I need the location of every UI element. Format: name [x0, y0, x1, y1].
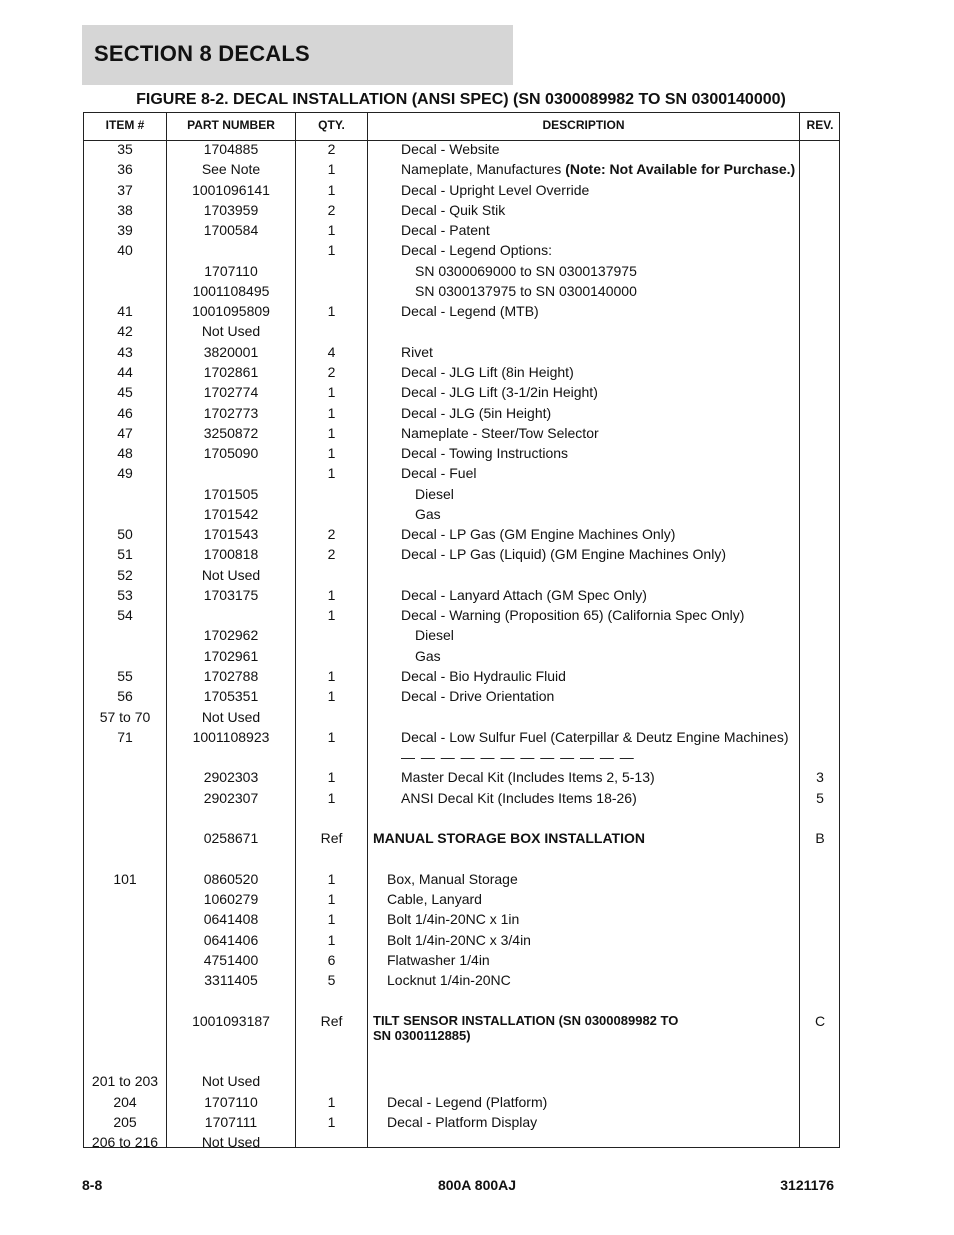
qty-cell: 1 [327, 931, 336, 948]
item-number-cell: 50 [117, 526, 133, 543]
qty-cell: 1 [327, 222, 336, 239]
header-item: ITEM # [105, 118, 145, 132]
description-cell [387, 891, 482, 907]
description-cell [401, 445, 568, 461]
qty-cell: 1 [327, 404, 336, 421]
table-row [84, 972, 839, 992]
description-text: Decal - Legend (MTB) [401, 303, 539, 320]
description-text: Master Decal Kit (Includes Items 2, 5-13) [401, 769, 655, 786]
description-text: ANSI Decal Kit (Includes Items 18-26) [401, 789, 637, 806]
table-row [84, 749, 839, 769]
table-row [84, 242, 839, 262]
header-part-number: PART NUMBER [187, 118, 275, 132]
item-number-cell: 47 [117, 424, 133, 441]
description-text: Decal - JLG Lift (3-1/2in Height) [401, 384, 598, 401]
description-text: Box, Manual Storage [387, 870, 518, 887]
item-number-cell: 36 [117, 161, 133, 178]
table-row [84, 709, 839, 729]
description-text: Decal - Upright Level Override [401, 181, 590, 198]
qty-cell: 1 [327, 728, 336, 745]
part-number-cell: 0258671 [203, 830, 259, 847]
description-text: MANUAL STORAGE BOX INSTALLATION [373, 830, 645, 847]
description-cell [401, 425, 599, 441]
description-text: Decal - Legend Options: [401, 242, 552, 259]
description-cell [415, 627, 454, 643]
table-row [84, 1094, 839, 1114]
description-cell [401, 222, 490, 238]
part-number-cell: 1001108923 [192, 728, 270, 745]
qty-cell: 4 [327, 343, 336, 360]
qty-cell: 1 [327, 789, 336, 806]
qty-cell: 1 [327, 607, 336, 624]
qty-cell: Ref [320, 1012, 343, 1029]
part-number-cell: Not Used [201, 1134, 261, 1151]
part-number-cell: 1001108495 [192, 282, 270, 299]
qty-cell: Ref [320, 830, 343, 847]
item-number-cell: 38 [117, 201, 133, 218]
item-number-cell: 48 [117, 445, 133, 462]
description-text: Decal - Bio Hydraulic Fluid [401, 668, 566, 685]
qty-cell: 1 [327, 586, 336, 603]
table-row [84, 141, 839, 161]
table-row [84, 932, 839, 952]
description-cell [373, 1013, 678, 1043]
item-number-cell: 49 [117, 465, 133, 482]
footer-doc-number: 3121176 [780, 1177, 834, 1193]
part-number-cell: 1701542 [203, 505, 259, 522]
part-number-cell: 1701543 [203, 526, 259, 543]
description-cell [387, 952, 490, 968]
description-cell [415, 263, 637, 279]
table-row [84, 587, 839, 607]
table-header [84, 113, 839, 141]
part-number-cell: 0641408 [203, 911, 259, 928]
part-number-cell: 1703959 [203, 201, 259, 218]
qty-cell: 2 [327, 201, 336, 218]
description-cell [415, 486, 454, 502]
table-row [84, 871, 839, 891]
table-row [84, 1012, 839, 1043]
description-cell [401, 607, 744, 623]
table-row [84, 952, 839, 972]
description-cell [387, 932, 531, 948]
description-text: SN 0300137975 to SN 0300140000 [415, 282, 637, 299]
item-number-cell: 42 [117, 323, 133, 340]
part-number-cell: 3250872 [203, 424, 259, 441]
item-number-cell: 43 [117, 343, 133, 360]
qty-cell: 1 [327, 242, 336, 259]
footer-model: 800A 800AJ [437, 1177, 517, 1193]
table-row [84, 1134, 839, 1154]
item-number-cell: 46 [117, 404, 133, 421]
qty-cell: 1 [327, 181, 336, 198]
part-number-cell: 1700818 [203, 546, 259, 563]
parts-table [83, 112, 840, 1151]
item-number-cell: 39 [117, 222, 133, 239]
description-text: Rivet [401, 343, 433, 360]
part-number-cell: See Note [201, 161, 261, 178]
description-cell [401, 729, 789, 745]
item-number-cell: 205 [113, 1113, 137, 1130]
header-description: DESCRIPTION [542, 118, 625, 132]
table-row [84, 648, 839, 668]
part-number-cell: 0860520 [203, 870, 259, 887]
description-cell [387, 972, 511, 988]
section-title: SECTION 8 DECALS [94, 41, 310, 66]
description-text: Decal - Warning (Proposition 65) (California Spec Only) [401, 607, 745, 624]
description-cell [401, 587, 647, 603]
item-number-cell: 101 [113, 870, 137, 887]
item-number-cell: 51 [117, 546, 133, 563]
rev-cell: 3 [816, 769, 824, 786]
table-row [84, 405, 839, 425]
item-number-cell: 45 [117, 384, 133, 401]
description-line-2: SN 0300112885) [373, 1027, 471, 1043]
table-row [84, 1073, 839, 1093]
table-row [84, 1114, 839, 1134]
description-text: Decal - JLG Lift (8in Height) [401, 363, 574, 380]
qty-cell: 1 [327, 161, 336, 178]
description-text: Locknut 1/4in-20NC [387, 972, 511, 989]
qty-cell: 1 [327, 911, 336, 928]
table-row [84, 323, 839, 343]
qty-cell: 1 [327, 1093, 336, 1110]
description-text: Gas [415, 505, 441, 522]
table-row [84, 182, 839, 202]
table-row [84, 567, 839, 587]
item-number-cell: 57 to 70 [99, 708, 151, 725]
description-text: Decal - Platform Display [387, 1113, 538, 1130]
table-row [84, 425, 839, 445]
description-text: Decal - Patent [401, 222, 490, 239]
table-row [84, 263, 839, 283]
item-number-cell: 55 [117, 668, 133, 685]
description-text: Decal - JLG (5in Height) [401, 404, 552, 421]
part-number-cell: 2902303 [203, 769, 259, 786]
table-row [84, 790, 839, 810]
part-number-cell: 1001096141 [192, 181, 270, 198]
part-number-cell: 3820001 [203, 343, 259, 360]
part-number-cell: Not Used [201, 566, 261, 583]
description-text: Decal - Fuel [401, 465, 477, 482]
description-text: Decal - Drive Orientation [401, 688, 555, 705]
header-qty: QTY. [318, 118, 345, 132]
part-number-cell: 1707110 [204, 262, 258, 279]
description-text: Decal - Quik Stik [401, 201, 506, 218]
description-text: Nameplate - Steer/Tow Selector [401, 424, 599, 441]
table-row [84, 607, 839, 627]
description-text: Decal - Lanyard Attach (GM Spec Only) [401, 586, 647, 603]
part-number-cell: 1703175 [203, 586, 259, 603]
description-text: Nameplate, Manufactures [401, 161, 566, 178]
table-row [84, 364, 839, 384]
table-row [84, 486, 839, 506]
qty-cell: 1 [327, 688, 336, 705]
description-cell [415, 648, 441, 664]
table-row [84, 465, 839, 485]
description-cell [401, 364, 574, 380]
table-row [84, 546, 839, 566]
part-number-cell: 1702774 [203, 384, 259, 401]
figure-title: FIGURE 8-2. DECAL INSTALLATION (ANSI SPEC) (SN 0300089982 TO SN 0300140000) [136, 91, 786, 108]
table-row [84, 830, 839, 850]
part-number-cell: 1707111 [204, 1113, 258, 1130]
item-number-cell: 71 [117, 728, 133, 745]
part-number-cell: 1001093187 [192, 1012, 270, 1029]
qty-cell: 1 [327, 890, 336, 907]
description-cell [415, 506, 441, 522]
item-number-cell: 40 [117, 242, 133, 259]
part-number-cell: 1705090 [203, 445, 259, 462]
part-number-cell: 1700584 [203, 222, 259, 239]
part-number-cell: 1707110 [204, 1093, 258, 1110]
description-cell [401, 668, 566, 684]
description-text: Diesel [415, 627, 454, 644]
qty-cell: 2 [327, 363, 336, 380]
description-cell [415, 283, 637, 299]
table-row [84, 769, 839, 789]
description-text: Bolt 1/4in-20NC x 1in [387, 911, 520, 928]
part-number-cell: 4751400 [203, 951, 259, 968]
description-cell [401, 303, 539, 319]
part-number-cell: 1702962 [203, 627, 259, 644]
table-row [84, 344, 839, 364]
qty-cell: 1 [327, 465, 336, 482]
qty-cell: 2 [327, 546, 336, 563]
rev-cell: 5 [816, 789, 824, 806]
qty-cell: 1 [327, 668, 336, 685]
table-row [84, 729, 839, 749]
part-number-cell: Not Used [201, 1073, 261, 1090]
part-number-cell: 0641406 [203, 931, 259, 948]
description-cell [401, 405, 551, 421]
part-number-cell: 1060279 [203, 890, 259, 907]
qty-cell: 1 [327, 1113, 336, 1130]
part-number-cell: Not Used [201, 323, 261, 340]
part-number-cell: 1701505 [203, 485, 259, 502]
description-cell [401, 344, 433, 360]
description-text: TILT SENSOR INSTALLATION (SN 0300089982 TO [373, 1012, 679, 1028]
table-row [84, 627, 839, 647]
description-cell [387, 1114, 537, 1130]
description-cell [401, 769, 655, 785]
description-cell [401, 141, 500, 157]
description-text: Cable, Lanyard [387, 890, 482, 907]
table-row [84, 668, 839, 688]
qty-cell: 2 [327, 526, 336, 543]
description-text: Decal - Website [401, 141, 500, 157]
description-cell [401, 749, 635, 765]
item-number-cell: 44 [117, 363, 133, 380]
table-row [84, 688, 839, 708]
qty-cell: 1 [327, 303, 336, 320]
table-row [84, 161, 839, 181]
description-text: Decal - Legend (Platform) [387, 1093, 548, 1110]
description-cell [401, 202, 505, 218]
qty-cell: 2 [327, 141, 336, 157]
rev-cell: B [815, 830, 825, 847]
table-row [84, 202, 839, 222]
table-row [84, 283, 839, 303]
description-text: — — — — — — — — — — — — [401, 749, 635, 766]
part-number-cell: 2902307 [203, 789, 259, 806]
part-number-cell: 1704885 [203, 141, 259, 157]
item-number-cell: 53 [117, 586, 133, 603]
header-rev: REV. [806, 118, 834, 132]
table-row [84, 506, 839, 526]
qty-cell: 1 [327, 870, 336, 887]
qty-cell: 1 [327, 445, 336, 462]
rev-cell: C [814, 1012, 826, 1029]
item-number-cell: 52 [117, 566, 133, 583]
description-cell [401, 526, 675, 542]
qty-cell: 1 [327, 424, 336, 441]
description-cell [401, 790, 637, 806]
part-number-cell: Not Used [201, 708, 261, 725]
qty-cell: 5 [327, 972, 336, 989]
item-number-cell: 37 [117, 181, 133, 198]
description-cell [401, 465, 476, 481]
item-number-cell: 41 [117, 303, 133, 320]
qty-cell: 1 [327, 384, 336, 401]
section-banner [82, 25, 513, 85]
description-text: Decal - LP Gas (GM Engine Machines Only) [401, 526, 676, 543]
description-text: Diesel [415, 485, 454, 502]
table-row [84, 891, 839, 911]
description-cell [401, 688, 554, 704]
qty-cell: 6 [327, 951, 336, 968]
description-cell [401, 182, 589, 198]
description-cell [401, 384, 598, 400]
description-text: Decal - Low Sulfur Fuel (Caterpillar & Deutz Engine Machines) [401, 728, 789, 745]
description-text: Decal - LP Gas (Liquid) (GM Engine Machines Only) [401, 546, 726, 563]
part-number-cell: 1702773 [203, 404, 259, 421]
table-row [84, 384, 839, 404]
part-number-cell: 1702788 [203, 668, 259, 685]
description-cell [387, 871, 518, 887]
table-row [84, 911, 839, 931]
description-cell [387, 911, 519, 927]
description-text: Gas [415, 647, 441, 664]
item-number-cell: 201 to 203 [91, 1073, 159, 1090]
footer-page-number: 8-8 [82, 1177, 103, 1193]
part-number-cell: 1702961 [203, 647, 259, 664]
item-number-cell: 204 [113, 1093, 137, 1110]
part-number-cell: 1705351 [203, 688, 259, 705]
qty-cell: 1 [327, 769, 336, 786]
description-text: SN 0300069000 to SN 0300137975 [415, 262, 637, 279]
description-cell [401, 546, 726, 562]
description-cell [401, 242, 552, 258]
item-number-cell: 56 [117, 688, 133, 705]
item-number-cell: 35 [117, 141, 133, 157]
description-cell [387, 1094, 547, 1110]
table-row [84, 526, 839, 546]
description-note: (Note: Not Available for Purchase.) [565, 161, 796, 178]
table-row [84, 445, 839, 465]
description-cell [401, 161, 795, 177]
description-cell [373, 830, 645, 846]
part-number-cell: 3311405 [204, 972, 258, 989]
item-number-cell: 54 [117, 607, 133, 624]
part-number-cell: 1001095809 [192, 303, 270, 320]
description-text: Decal - Towing Instructions [401, 445, 569, 462]
description-text: Flatwasher 1/4in [387, 951, 490, 968]
table-row [84, 303, 839, 323]
table-row [84, 222, 839, 242]
item-number-cell: 206 to 216 [91, 1134, 159, 1151]
description-text: Bolt 1/4in-20NC x 3/4in [387, 931, 531, 948]
part-number-cell: 1702861 [203, 363, 259, 380]
